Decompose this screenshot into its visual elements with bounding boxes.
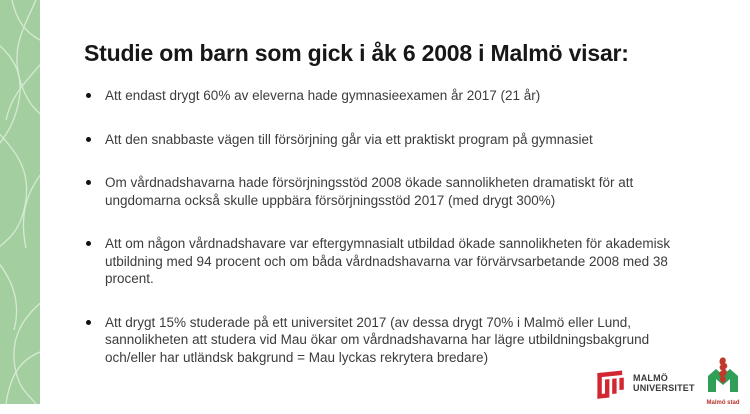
list-item [84, 314, 672, 367]
bullet-dot [84, 174, 105, 209]
malmo-universitet-logo [595, 365, 695, 401]
malmo-universitet-logo-icon [595, 365, 627, 401]
malmo-stad-wordmark: Malmö stad [706, 400, 740, 406]
bullet-list [84, 87, 672, 392]
malmo-stad-crest-icon [706, 356, 740, 394]
malmo-universitet-wordmark [633, 373, 695, 394]
uni-wordmark-line2: UNIVERSITET [633, 383, 695, 393]
list-item [84, 87, 672, 105]
bullet-text: Att om någon vårdnadshavare var eftergymnasialt utbildad ökade sannolikheten för akademisk utbildning med 94 procent och om båda vårdnadshavarna var förvärvsarbetande 2008 med 38 procent. [105, 236, 671, 286]
bullet-text: Att endast drygt 60% av eleverna hade gymnasieexamen år 2017 (21 år) [105, 88, 541, 103]
leaf-pattern-band [0, 0, 40, 404]
slide-title: Studie om barn som gick i åk 6 2008 i Malmö visar: [84, 40, 629, 67]
bullet-text: Att den snabbaste vägen till försörjning går via ett praktiskt program på gymnasiet [105, 131, 593, 147]
bullet-dot [84, 314, 105, 367]
bullet-dot [84, 235, 105, 288]
list-item [84, 174, 672, 209]
list-item [84, 131, 672, 149]
bullet-text: Om vårdnadshavarna hade försörjningsstöd 2008 ökade sannolikheten dramatiskt för att ungdomarna också skulle uppbära försörjningsstöd 2017 (med drygt 300%) [105, 175, 634, 208]
uni-wordmark-line1: MALMÖ [633, 372, 668, 383]
bullet-dot [84, 131, 105, 149]
malmo-stad-logo [704, 356, 742, 406]
list-item [84, 235, 672, 288]
leaf-pattern-icon [0, 0, 40, 404]
bullet-dot [84, 87, 105, 105]
bullet-text: Att drygt 15% studerade på ett universitet 2017 (av dessa drygt 70% i Malmö eller Lund, sannolikheten att studera vid Mau ökar om vårdnadshavarna har lägre utbildningsbakgrund och/eller har utländsk bakgrund = Mau lyckas rekrytera bredare) [105, 314, 650, 365]
